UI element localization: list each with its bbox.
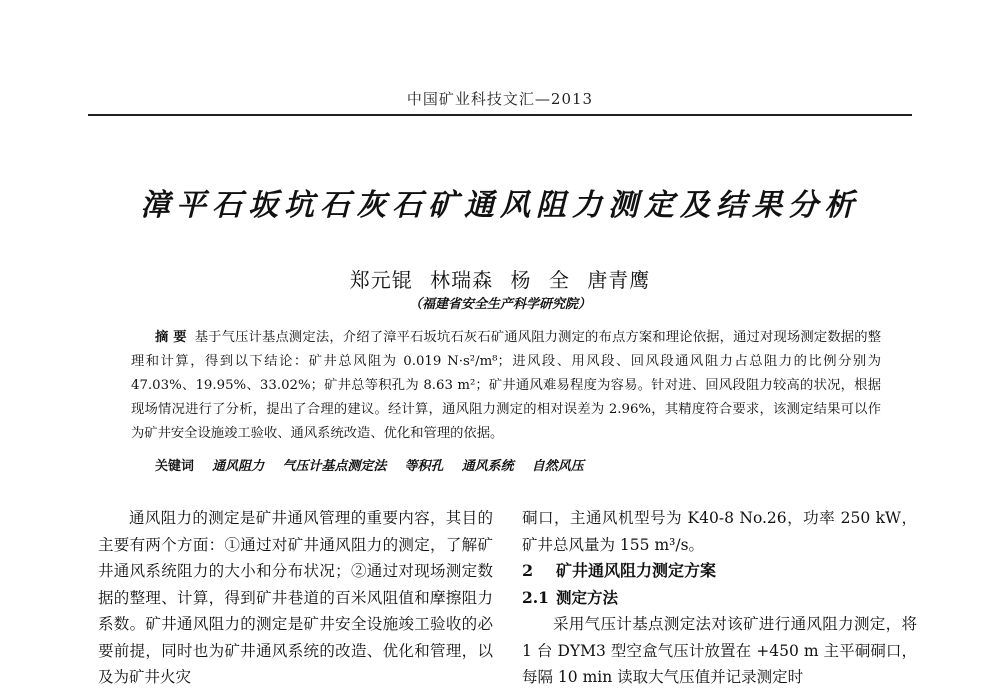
authors: 郑元锟 林瑞森 杨 全 唐青鹰	[349, 268, 651, 292]
body-column-left	[98, 505, 493, 691]
keyword: 自然风压	[531, 459, 584, 474]
journal-header: 中国矿业科技文汇—2013	[406, 90, 594, 108]
subsection-title: 测定方法	[556, 587, 619, 607]
abstract	[131, 326, 881, 446]
affiliation: （福建省安全生产科学研究院）	[408, 297, 591, 312]
subsection-number: 2.1	[522, 587, 549, 607]
body-paragraph: 采用气压计基点测定法对该矿进行通风阻力测定，将 1 台 DYM3 型空盒气压计放置在 +450 m 主平硐硐口，每隔 10 min 读取大气压值并记录测定时	[522, 615, 917, 686]
body-paragraph: 通风阻力的测定是矿井通风管理的重要内容，其目的主要有两个方面：①通过对矿井通风阻力的测定，了解矿井通风系统阻力的大小和分布状况；②通过对现场测定数据的整理、计算，得到矿井巷道的百米风阻值和摩擦阻力系数。矿井通风阻力的测定是矿井安全设施竣工验收的必要前提，同时也为矿井通风系统的改造、优化和管理，以及为矿井火灾	[98, 509, 493, 686]
keywords	[155, 455, 875, 474]
keyword: 气压计基点测定法	[282, 459, 387, 474]
header-rule	[88, 114, 912, 116]
section-number: 2	[522, 561, 534, 580]
keyword: 通风系统	[461, 459, 514, 474]
keyword: 通风阻力	[212, 459, 265, 474]
keywords-label: 关键词	[155, 459, 195, 474]
abstract-text: 基于气压计基点测定法，介绍了漳平石坂坑石灰石矿通风阻力测定的布点方案和理论依据，通过对现场测定数据的整理和计算，得到以下结论：矿井总风阻为 0.019 N·s²/m⁸；进风段、用风段、回风段通风阻力占总阻力的比例分别为 47.03%、19.95%、33.02%；矿井总等积孔为 8.63 m²；矿井通风难易程度为容易。针对进、回风段阻力较高的状况，根据现场情况进行了分析，提出了合理的建议。经计算，通风阻力测定的相对误差为 2.96%，其精度符合要求，该测定结果可以作为矿井安全设施竣工验收、通风系统改造、优化和管理的依据。	[131, 330, 881, 441]
paper-title: 漳平石坂坑石灰石矿通风阻力测定及结果分析	[140, 188, 860, 223]
abstract-label: 摘 要	[155, 330, 187, 345]
subsection-heading	[522, 585, 917, 612]
section-title: 矿井通风阻力测定方案	[556, 561, 717, 580]
keyword: 等积孔	[404, 459, 444, 474]
body-paragraph: 硐口，主通风机型号为 K40-8 No.26，功率 250 kW，矿井总风量为 155 m³/s。	[522, 509, 917, 554]
body-column-right	[522, 505, 917, 691]
section-heading	[522, 558, 917, 585]
